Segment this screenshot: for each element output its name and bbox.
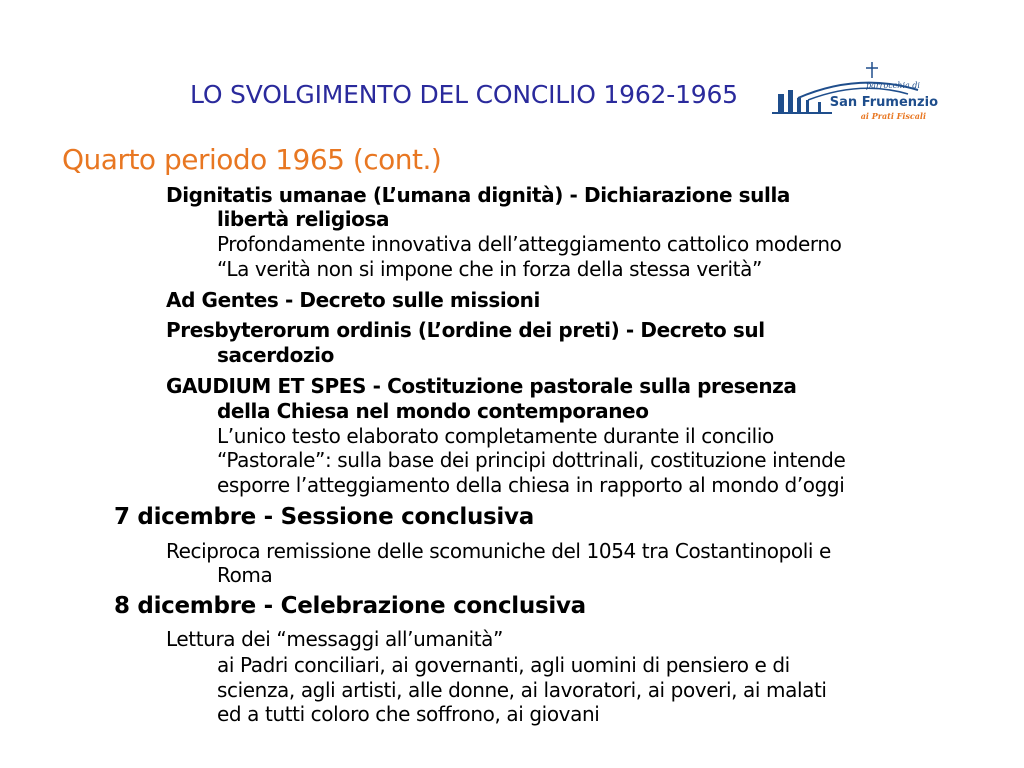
dec8-detail1: ai Padri conciliari, ai governanti, agli uomini di pensiero e di	[217, 653, 790, 677]
dignitatis-detail2: “La verità non si impone che in forza della stessa verità”	[217, 257, 762, 281]
dec7-line2: Roma	[217, 563, 273, 587]
dignitatis-heading-line1: Dignitatis umanae (L’umana dignità) - Dichiarazione sulla	[166, 183, 791, 207]
dignitatis-heading-line2: libertà religiosa	[217, 207, 390, 231]
dignitatis-detail1: Profondamente innovativa dell’atteggiamento cattolico moderno	[217, 232, 842, 256]
presbyterorum-heading-line2: sacerdozio	[217, 343, 334, 367]
parish-logo	[768, 60, 943, 130]
gaudium-detail2: “Pastorale”: sulla base dei principi dottrinali, costituzione intende	[217, 448, 846, 472]
dec8-detail3: ed a tutti coloro che soffrono, ai giovani	[217, 702, 600, 726]
gaudium-detail1: L’unico testo elaborato completamente durante il concilio	[217, 424, 774, 448]
logo-text-san-frumenzio: San Frumenzio	[829, 95, 938, 110]
dec7-line1: Reciproca remissione delle scomuniche del 1054 tra Costantinopoli e	[166, 539, 831, 563]
logo-text-prati-fiscali: ai Prati Fiscali	[860, 111, 926, 121]
gaudium-heading-line1: GAUDIUM ET SPES - Costituzione pastorale sulla presenza	[166, 374, 797, 398]
dec7-heading: 7 dicembre - Sessione conclusiva	[114, 504, 534, 530]
slide-title: LO SVOLGIMENTO DEL CONCILIO 1962-1965	[190, 80, 738, 109]
dec8-heading: 8 dicembre - Celebrazione conclusiva	[114, 593, 586, 619]
presbyterorum-heading-line1: Presbyterorum ordinis (L’ordine dei preti) - Decreto sul	[166, 318, 765, 342]
dec8-detail2: scienza, agli artisti, alle donne, ai lavoratori, ai poveri, ai malati	[217, 678, 827, 702]
section-subtitle: Quarto periodo 1965 (cont.)	[62, 143, 442, 176]
logo-text-parrocchia: parrocchia di	[865, 81, 920, 90]
gaudium-detail3: esporre l’atteggiamento della chiesa in rapporto al mondo d’oggi	[217, 473, 845, 497]
dec8-line1: Lettura dei “messaggi all’umanità”	[166, 627, 503, 651]
gaudium-heading-line2: della Chiesa nel mondo contemporaneo	[217, 399, 649, 423]
ad-gentes-heading: Ad Gentes - Decreto sulle missioni	[166, 288, 540, 312]
